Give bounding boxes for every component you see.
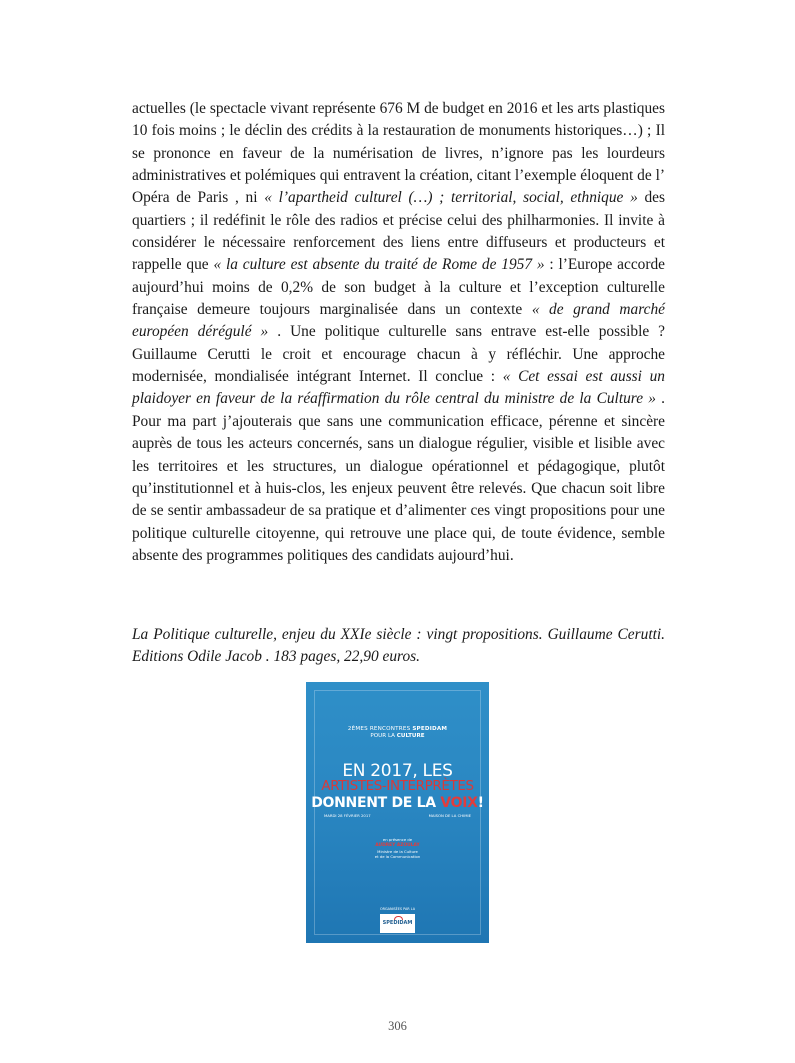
poster-headline-3: DONNENT DE LA VOIX! bbox=[311, 795, 484, 811]
poster-subtitle-2: POUR LA CULTURE bbox=[370, 733, 425, 739]
poster-guest-name: AUDREY AZOULAY bbox=[375, 843, 420, 848]
poster-presence: en présence de bbox=[382, 837, 413, 842]
poster-organizer: ORGANISÉES PAR LA bbox=[379, 907, 416, 911]
quote-plaidoyer: « Cet essai est aussi un plaidoyer en faveur de la réaffirmation du rôle central du ministre de la Culture » bbox=[132, 368, 665, 408]
poster-headline-1: EN 2017, LES bbox=[342, 761, 453, 781]
body-text-4: . Une politique culturelle sans entrave est-elle possible ? Guillaume Cerutti le croit et encourage chacun à y réfléchir. Une approche modernisée, mondialisée intégrant Internet. Il conclue : bbox=[132, 323, 666, 386]
logo-arc-icon bbox=[394, 916, 403, 920]
body-paragraph bbox=[132, 98, 665, 567]
book-caption: La Politique culturelle, enjeu du XXIe siècle : vingt propositions. Guillaume Cerutti. Editions Odile Jacob . 183 pages, 22,90 euros. bbox=[132, 626, 665, 666]
body-text-2: des quartiers ; il redéfinit le rôle des radios et précise celui des philharmonies. Il invite à considérer le nécessaire renforcement des liens entre diffuseurs et producteurs et rappelle que bbox=[132, 189, 665, 274]
quote-apartheid: « l’apartheid culturel (…) ; territorial, social, ethnique » bbox=[264, 189, 638, 207]
body-text-5: . Pour ma part j’ajouterais que sans une communication efficace, pérenne et sincère auprès de tous les acteurs concernés, sans un dialogue régulier, visible et lisible avec les territoires et les structures, un dialogue opérationnel et pédagogique, plutôt qu’institutionnel et à huis-clos, les enjeux peuvent être relevés. Que chacun soit libre de se sentir ambassadeur de sa pratique et d’alimenter ces vingt propositions pour une politique culturelle citoyenne, qui retrouve une place qui, de toute évidence, semble absente des programmes politiques des candidats aujourd’hui. bbox=[132, 390, 665, 564]
poster-headline-2: ARTISTES-INTERPRÈTES bbox=[321, 778, 474, 794]
poster-subtitle-1: 2ÈMES RENCONTRES SPEDIDAM bbox=[347, 726, 448, 732]
event-poster-image bbox=[306, 682, 489, 943]
poster-venue: MAISON DE LA CHIMIE bbox=[428, 813, 471, 818]
page-number: 306 bbox=[388, 1019, 407, 1033]
poster-guest-role-2: et de la Communication bbox=[374, 854, 421, 859]
quote-marche-europeen: « de grand marché européen dérégulé » bbox=[132, 301, 666, 341]
poster-date: MARDI 28 FÉVRIER 2017 bbox=[324, 813, 371, 818]
spedidam-logo: SPEDIDAM bbox=[380, 914, 415, 933]
quote-traite-rome: « la culture est absente du traité de Rome de 1957 » bbox=[213, 256, 545, 274]
body-text-3: : l’Europe accorde aujourd’hui moins de 0,2% de son budget à la culture et l’exception culturelle française demeure toujours marginalisée dans un contexte bbox=[132, 256, 665, 319]
poster-guest-role-1: Ministre de la Culture bbox=[377, 849, 418, 854]
body-text-1: actuelles (le spectacle vivant représente 676 M de budget en 2016 et les arts plastiques 10 fois moins ; le déclin des crédits à la restauration de monuments historiques…) ; Il se prononce en faveur de la numérisation de livres, n’ignore pas les lourdeurs administratives et polémiques qui entravent la création, citant l’exemple éloquent de l’ Opéra de Paris , ni bbox=[132, 100, 665, 207]
